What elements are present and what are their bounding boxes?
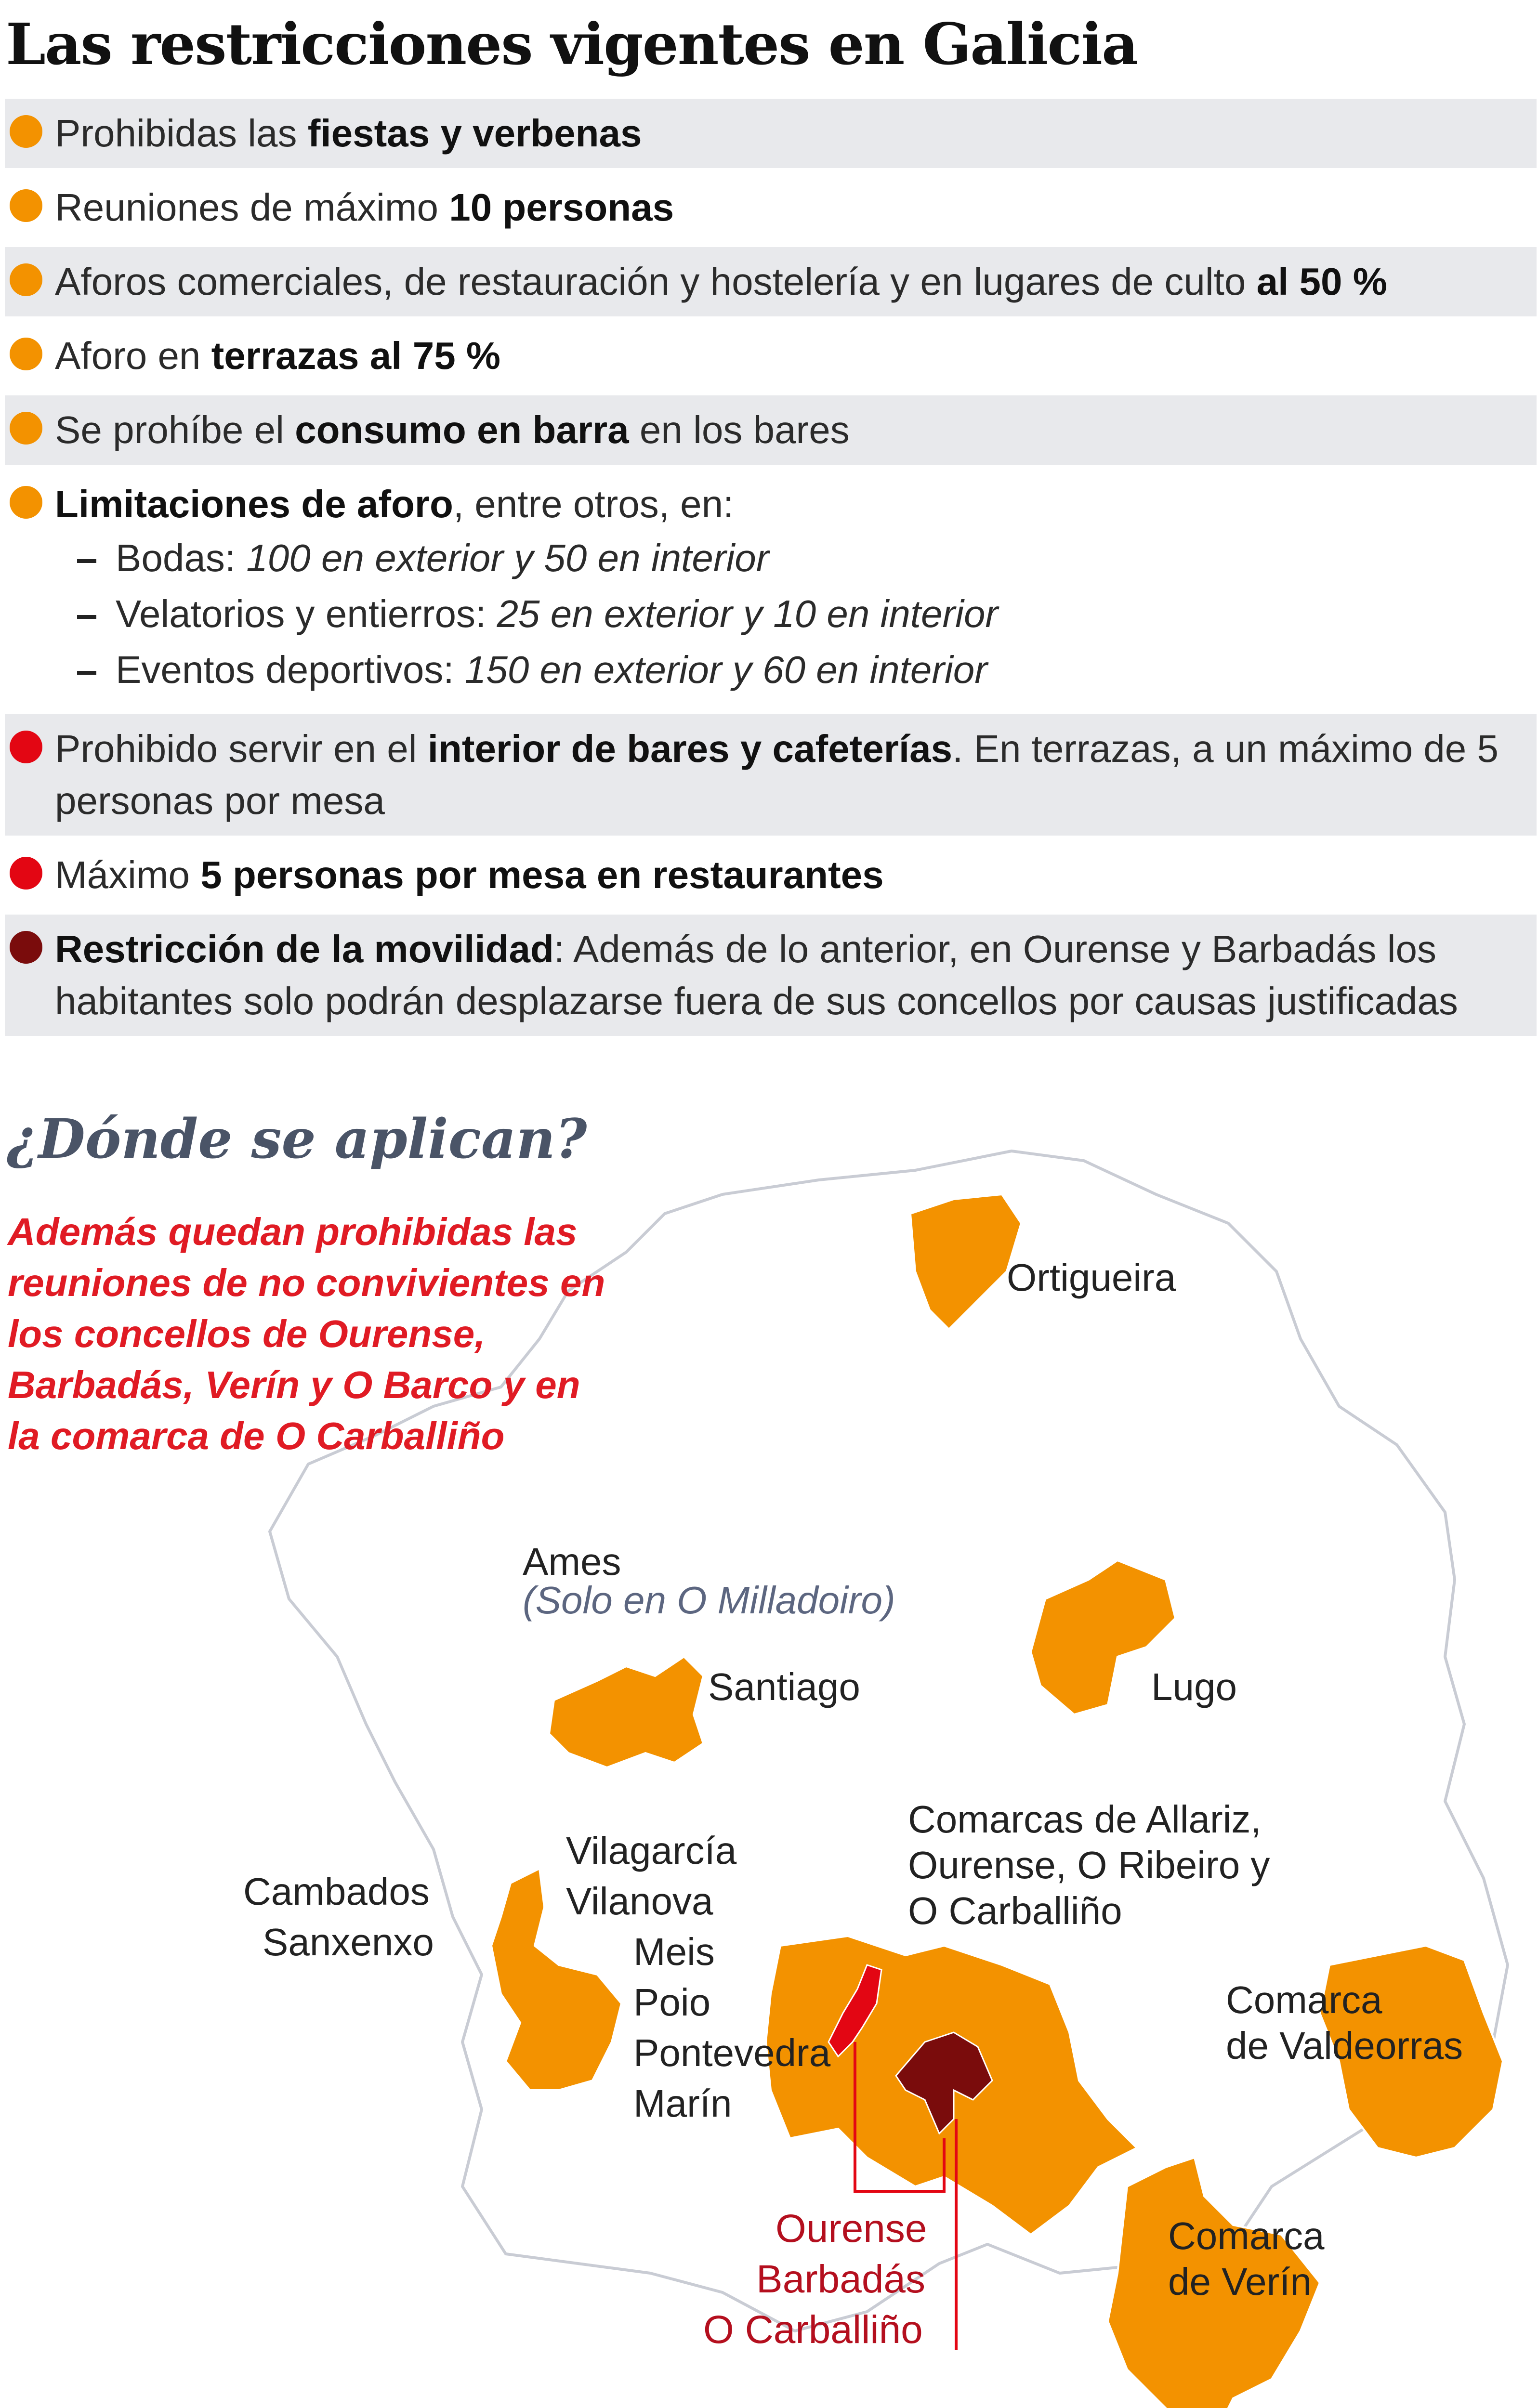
rule-text: Aforos comerciales, de restauración y hostelería y en lugares de culto al 50 % — [55, 260, 1387, 303]
label-vilagarcia: Vilagarcía — [566, 1829, 737, 1872]
orange-dot-icon — [10, 412, 42, 445]
label-comarcas-3: O Carballiño — [908, 1889, 1122, 1932]
label-comarcas-1: Comarcas de Allariz, — [908, 1798, 1262, 1841]
darkred-dot-icon — [10, 931, 42, 964]
aforo-sublist — [5, 530, 1527, 698]
label-lugo: Lugo — [1151, 1665, 1237, 1708]
rule-text: Limitaciones de aforo, entre otros, en: — [55, 483, 734, 525]
orange-dot-icon — [10, 115, 42, 148]
label-cambados: Cambados — [243, 1870, 430, 1913]
rule-fiestas — [5, 99, 1537, 168]
aforo-item-velatorios: Velatorios y entierros: 25 en exterior y 10 en interior — [5, 586, 1527, 642]
rule-text: Prohibido servir en el interior de bares y cafeterías. En terrazas, a un máximo de 5 personas por mesa — [55, 727, 1499, 822]
rule-limitaciones — [5, 470, 1537, 707]
red-dot-icon — [10, 731, 42, 763]
label-sanxenxo: Sanxenxo — [263, 1921, 434, 1963]
restrictions-list — [5, 99, 1537, 1041]
orange-dot-icon — [10, 338, 42, 370]
rule-terrazas — [5, 321, 1537, 391]
label-vilanova: Vilanova — [566, 1880, 713, 1923]
label-santiago: Santiago — [708, 1665, 860, 1708]
dash-icon — [77, 671, 96, 675]
label-red-carballino: O Carballiño — [703, 2308, 923, 2352]
red-dot-icon — [10, 857, 42, 890]
page-title: Las restricciones vigentes en Galicia — [6, 11, 1138, 78]
label-pontevedra: Pontevedra — [633, 2031, 831, 2074]
label-valdeorras-1: Comarca — [1226, 1978, 1382, 2021]
orange-dot-icon — [10, 189, 42, 222]
rule-text: Restricción de la movilidad: Además de lo anterior, en Ourense y Barbadás los habitantes solo podrán desplazarse fuera de sus concellos por causas justificadas — [55, 928, 1458, 1022]
where-title: ¿Dónde se aplican? — [7, 1108, 587, 1171]
aforo-item-eventos: Eventos deportivos: 150 en exterior y 60 en interior — [5, 642, 1527, 698]
dash-icon — [77, 559, 96, 563]
label-marin: Marín — [633, 2082, 732, 2125]
rule-aforos — [5, 247, 1537, 316]
rule-restaurantes — [5, 840, 1537, 910]
label-verin-1: Comarca — [1168, 2214, 1325, 2257]
label-comarcas-2: Ourense, O Ribeiro y — [908, 1844, 1270, 1886]
rule-text: Máximo 5 personas por mesa en restaurantes — [55, 853, 884, 896]
rule-movilidad — [5, 915, 1537, 1036]
rule-text: Reuniones de máximo 10 personas — [55, 186, 674, 229]
label-ortigueira: Ortigueira — [1007, 1256, 1176, 1299]
label-red-barbadas: Barbadás — [756, 2257, 926, 2301]
orange-dot-icon — [10, 486, 42, 519]
rule-text: Aforo en terrazas al 75 % — [55, 334, 501, 377]
label-meis: Meis — [633, 1930, 715, 1973]
orange-dot-icon — [10, 263, 42, 296]
label-red-ourense: Ourense — [776, 2207, 927, 2251]
rule-text: Se prohíbe el consumo en barra en los bares — [55, 408, 850, 451]
rule-text: Prohibidas las fiestas y verbenas — [55, 112, 642, 155]
aforo-item-bodas: Bodas: 100 en exterior y 50 en interior — [5, 530, 1527, 586]
restriction-note: Además quedan prohibidas las reuniones de no convivientes en los concellos de Ourense, Barbadás, Verín y O Barco y en la comarca de O Carballiño — [8, 1210, 605, 1457]
dash-icon — [77, 615, 96, 619]
rule-reuniones — [5, 173, 1537, 242]
label-verin-2: de Verín — [1168, 2260, 1312, 2303]
label-ames: Ames — [523, 1540, 621, 1583]
label-ames-note: (Solo en O Milladoiro) — [523, 1579, 895, 1622]
rule-barra — [5, 395, 1537, 465]
label-poio: Poio — [633, 1981, 711, 2024]
label-valdeorras-2: de Valdeorras — [1226, 2024, 1463, 2067]
rule-interior-bares — [5, 714, 1537, 836]
